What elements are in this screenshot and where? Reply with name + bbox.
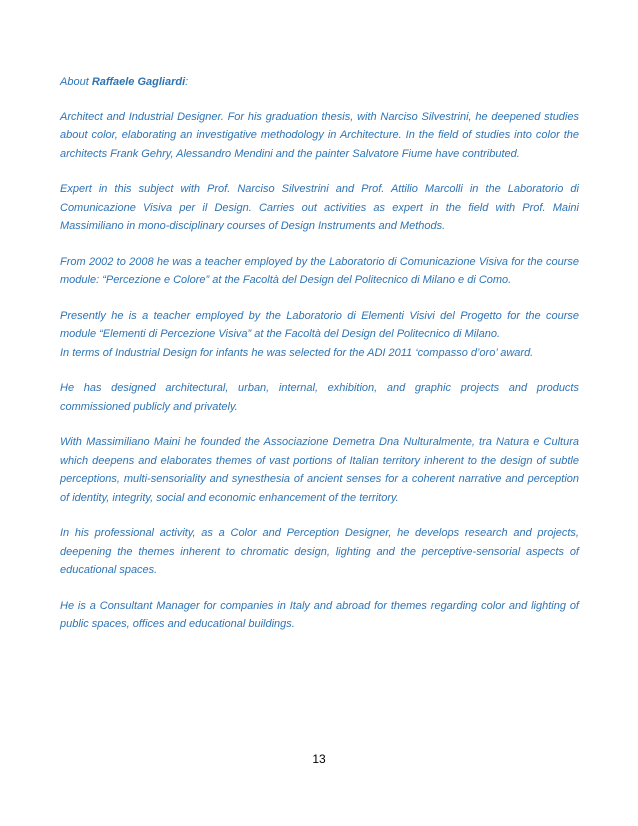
paragraph-background — [60, 108, 579, 164]
paragraph-consulting — [60, 597, 579, 634]
paragraph-professional-activity — [60, 524, 579, 580]
paragraph-line: Architect and Industrial Designer. For his graduation thesis, with Narciso Silvestrini, he deepened studies about color, elaborating an investigative methodology in Architecture. In the field of studies into color the architects Frank Gehry, Alessandro Mendini and the painter Salvatore Fiume have contributed. — [60, 110, 579, 160]
biography-heading — [60, 73, 579, 92]
paragraph-line: He has designed architectural, urban, internal, exhibition, and graphic projects and products commissioned publicly and privately. — [60, 382, 579, 413]
page-number: 13 — [312, 752, 326, 766]
paragraph-expertise — [60, 180, 579, 236]
heading-prefix: About — [60, 76, 92, 88]
heading-name: Raffaele Gagliardi — [91, 76, 186, 88]
paragraph-line: From 2002 to 2008 he was a teacher employed by the Laboratorio di Comunicazione Visiva for the course module: “Percezione e Colore” at the Facoltà del Design del Politecnico di Milano e di Como. — [60, 255, 579, 286]
heading-suffix: : — [185, 76, 189, 88]
paragraph-association — [60, 433, 579, 507]
paragraph-line: In terms of Industrial Design for infants he was selected for the ADI 2011 ‘compasso d’oro’ award. — [60, 346, 534, 359]
biography-body — [60, 73, 579, 651]
paragraph-line: With Massimiliano Maini he founded the Associazione Demetra Dna Nulturalmente, tra Natura e Cultura which deepens and elaborates themes of vast portions of Italian territory inherent to the design of subtle perceptions, multi-sensoriality and synesthesia of ancient senses for a coherent narrative and perception of identity, integrity, social and economic enhancement of the territory. — [60, 436, 579, 504]
paragraph-line: Presently he is a teacher employed by the Laboratorio di Elementi Visivi del Progetto for the course module “Elementi di Percezione Visiva” at the Facoltà del Design del Politecnico di Milano. — [60, 309, 579, 340]
paragraph-projects — [60, 379, 579, 416]
paragraph-line: Expert in this subject with Prof. Narciso Silvestrini and Prof. Attilio Marcolli in the Laboratorio di Comunicazione Visiva per il Design. Carries out activities as expert in the field with Prof. Maini Massimiliano in mono-disciplinary courses of Design Instruments and Methods. — [60, 183, 579, 232]
paragraph-line: He is a Consultant Manager for companies in Italy and abroad for themes regarding color and lighting of public spaces, offices and educational buildings. — [60, 599, 579, 630]
paragraph-teaching-history — [60, 253, 579, 290]
paragraph-current-teaching — [60, 307, 579, 363]
paragraph-line: In his professional activity, as a Color and Perception Designer, he develops research and projects, deepening the themes inherent to chromatic design, lighting and the perceptive-sensorial aspects of educational spaces. — [60, 527, 579, 576]
